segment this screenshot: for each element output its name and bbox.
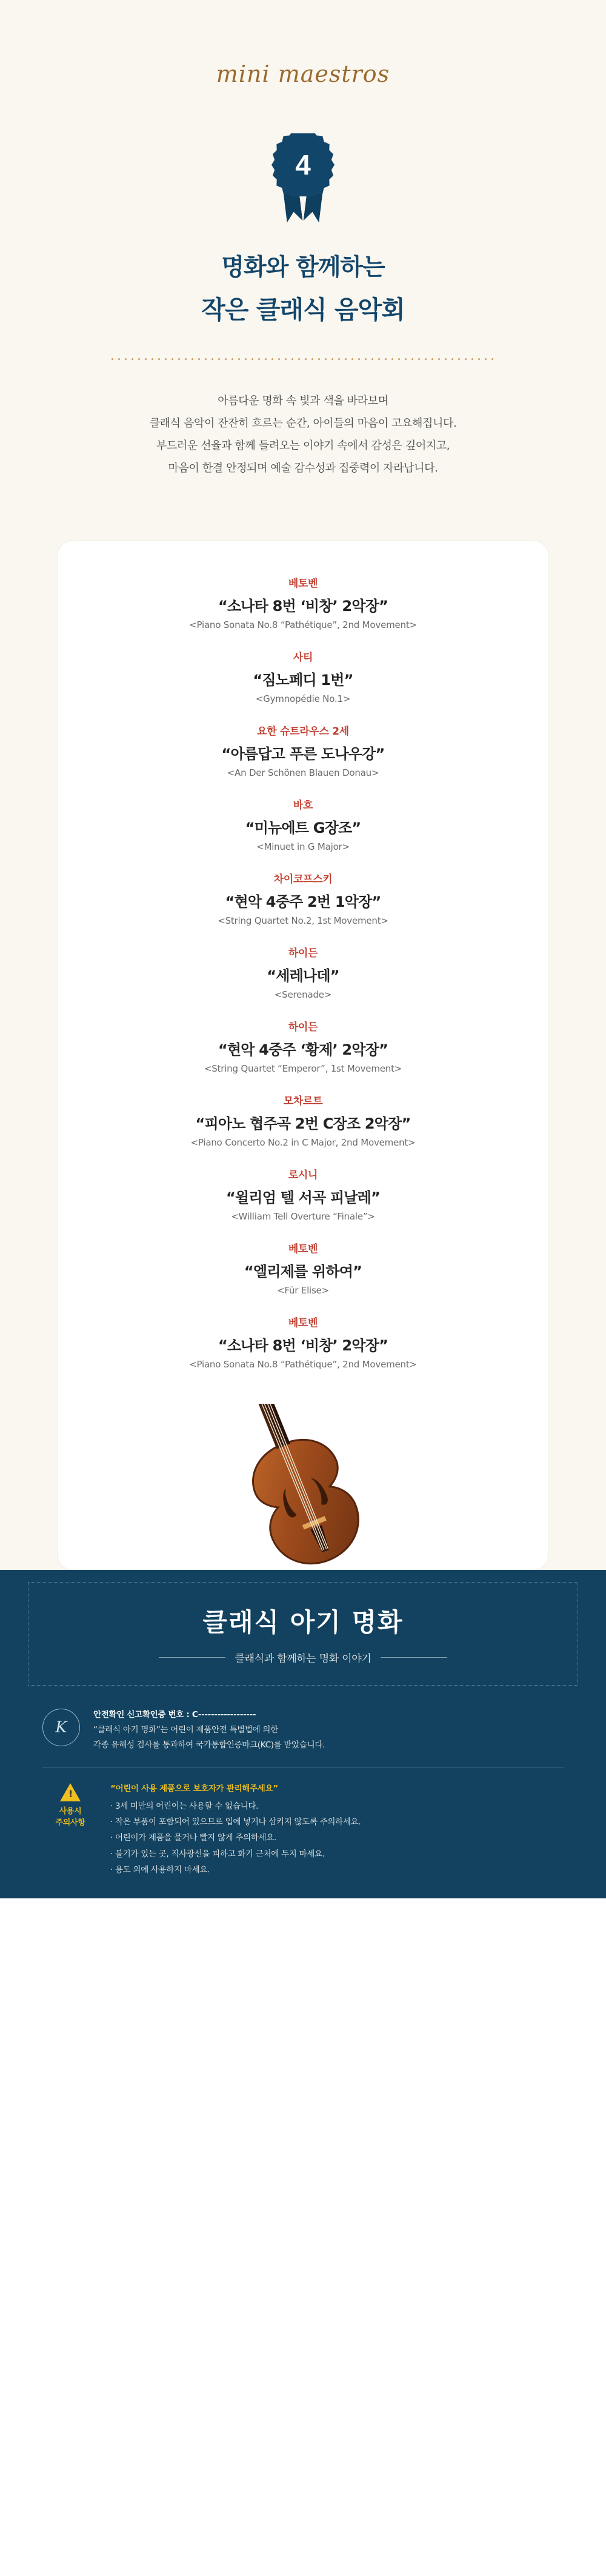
warning-row <box>42 1781 564 1878</box>
track-title-ko: “미뉴에트 G장조” <box>245 819 361 836</box>
badge-number: 4 <box>295 149 311 181</box>
track-title-ko: “세레나데” <box>267 967 339 984</box>
cert-line-2: “클래식 아기 명화”는 어린이 제품안전 특별법에 의한 <box>93 1724 278 1735</box>
warning-item: · 용도 외에 사용하지 마세요. <box>110 1865 210 1875</box>
divider-right <box>381 1657 447 1658</box>
certification-text <box>93 1707 325 1753</box>
warning-item: · 작은 부품이 포함되어 있으므로 입에 넣거나 삼키지 않도록 주의하세요. <box>110 1817 361 1827</box>
warning-item: · 어린이가 제품을 물거나 빨지 않게 주의하세요. <box>110 1833 277 1843</box>
track-title-en: <Piano Sonata No.8 “Pathétique”, 2nd Movement> <box>189 1358 417 1370</box>
track-title-ko: “윌리엄 텔 서곡 피날레” <box>225 1189 381 1206</box>
divider-left <box>159 1657 225 1658</box>
track-composer: 베토벤 <box>288 1243 318 1255</box>
track-title-en: <Minuet in G Major> <box>256 841 350 852</box>
track-title-ko: “소나타 8번 ‘비창’ 2악장” <box>218 1336 388 1354</box>
track-title-ko: “현악 4중주 2번 1악장” <box>225 893 381 910</box>
track-composer: 베토벤 <box>288 577 318 590</box>
track-composer: 사티 <box>293 651 313 664</box>
tracklist-card <box>58 541 548 1570</box>
page-title-line1: 명화와 함께하는 <box>221 254 385 281</box>
list-item <box>82 1018 524 1074</box>
track-composer: 하이든 <box>288 1021 318 1033</box>
track-composer: 바흐 <box>293 799 313 812</box>
violin-image <box>82 1388 524 1570</box>
intro-line: 부드러운 선율과 함께 들려오는 이야기 속에서 감성은 깊어지고, <box>156 439 450 452</box>
brand-logo: mini maestros <box>216 61 390 87</box>
list-item <box>82 649 524 704</box>
list-item <box>82 870 524 926</box>
track-title-en: <Serenade> <box>274 989 332 1000</box>
track-composer: 베토벤 <box>288 1316 318 1329</box>
intro-paragraph <box>0 390 606 480</box>
page-title-line2: 작은 클래식 음악회 <box>201 295 405 324</box>
track-title-en: <Piano Sonata No.8 “Pathétique”, 2nd Movement> <box>189 619 417 630</box>
warning-label: 사용시 주의사항 <box>55 1807 85 1828</box>
track-composer: 로시니 <box>288 1169 318 1181</box>
volume-badge <box>264 133 342 224</box>
footer-subtitle: 클래식과 함께하는 명화 이야기 <box>235 1652 371 1665</box>
track-title-en: <Piano Concerto No.2 in C Major, 2nd Movement> <box>190 1136 416 1148</box>
list-item <box>82 1166 524 1222</box>
track-title-ko: “소나타 8번 ‘비창’ 2악장” <box>218 597 388 615</box>
list-item <box>82 575 524 630</box>
footer-subtitle-row <box>0 1650 606 1665</box>
list-item <box>82 1314 524 1370</box>
list-item <box>82 796 524 852</box>
kc-mark-letter: K <box>55 1718 67 1737</box>
violin-illustration-icon <box>176 1404 430 1570</box>
header-section <box>0 0 606 516</box>
warning-heading: “어린이 사용 제품으로 보호자가 관리해주세요” <box>110 1784 278 1794</box>
kc-mark-icon <box>42 1709 80 1746</box>
list-item <box>82 1240 524 1296</box>
warning-label-block <box>42 1781 98 1829</box>
list-item <box>82 944 524 1000</box>
track-title-ko: “아름답고 푸른 도나우강” <box>221 745 385 762</box>
track-title-en: <String Quartet No.2, 1st Movement> <box>218 915 388 926</box>
track-title-ko: “피아노 협주곡 2번 C장조 2악장” <box>195 1115 411 1132</box>
footer-title: 클래식 아기 명화 <box>202 1607 404 1637</box>
cert-line-3: 각종 유해성 검사를 통과하여 국가통합인증마크(KC)를 받았습니다. <box>93 1740 325 1750</box>
warning-triangle-icon <box>60 1783 81 1801</box>
list-item <box>82 1092 524 1148</box>
track-composer: 요한 슈트라우스 2세 <box>257 725 349 738</box>
track-title-ko: “현악 4중주 ‘황제’ 2악장” <box>218 1041 388 1058</box>
track-title-en: <String Quartet “Emperor”, 1st Movement> <box>204 1063 402 1074</box>
intro-line: 마음이 한결 안정되며 예술 감수성과 집중력이 자라납니다. <box>168 461 438 475</box>
intro-line: 클래식 음악이 잔잔히 흐르는 순간, 아이들의 마음이 고요해집니다. <box>149 416 457 430</box>
track-title-ko: “짐노페디 1번” <box>253 671 353 689</box>
warning-list <box>110 1781 361 1878</box>
tracklist-section <box>0 516 606 1570</box>
certification-section <box>0 1698 606 1899</box>
track-title-ko: “엘리제를 위하여” <box>244 1263 362 1280</box>
track-title-en: <Für Elise> <box>276 1284 330 1296</box>
footer-banner <box>0 1570 606 1698</box>
warning-item: · 3세 미만의 어린이는 사용할 수 없습니다. <box>110 1801 259 1811</box>
track-composer: 차이코프스키 <box>273 873 333 886</box>
track-title-en: <An Der Schönen Blauen Donau> <box>227 767 379 778</box>
list-item <box>82 722 524 778</box>
track-composer: 하이든 <box>288 947 318 959</box>
warning-item: · 불기가 있는 곳, 직사광선을 피하고 화기 근처에 두지 마세요. <box>110 1849 325 1859</box>
track-title-en: <William Tell Overture “Finale”> <box>231 1210 375 1222</box>
track-title-en: <Gymnopédie No.1> <box>255 693 351 704</box>
kc-certification-row <box>42 1704 564 1767</box>
cert-number: 안전확인 신고확인증 번호 : C------------------ <box>93 1709 256 1720</box>
intro-line: 아름다운 명화 속 빛과 색을 바라보며 <box>218 395 388 407</box>
track-composer: 모차르트 <box>283 1095 323 1107</box>
dotted-divider <box>109 358 497 360</box>
